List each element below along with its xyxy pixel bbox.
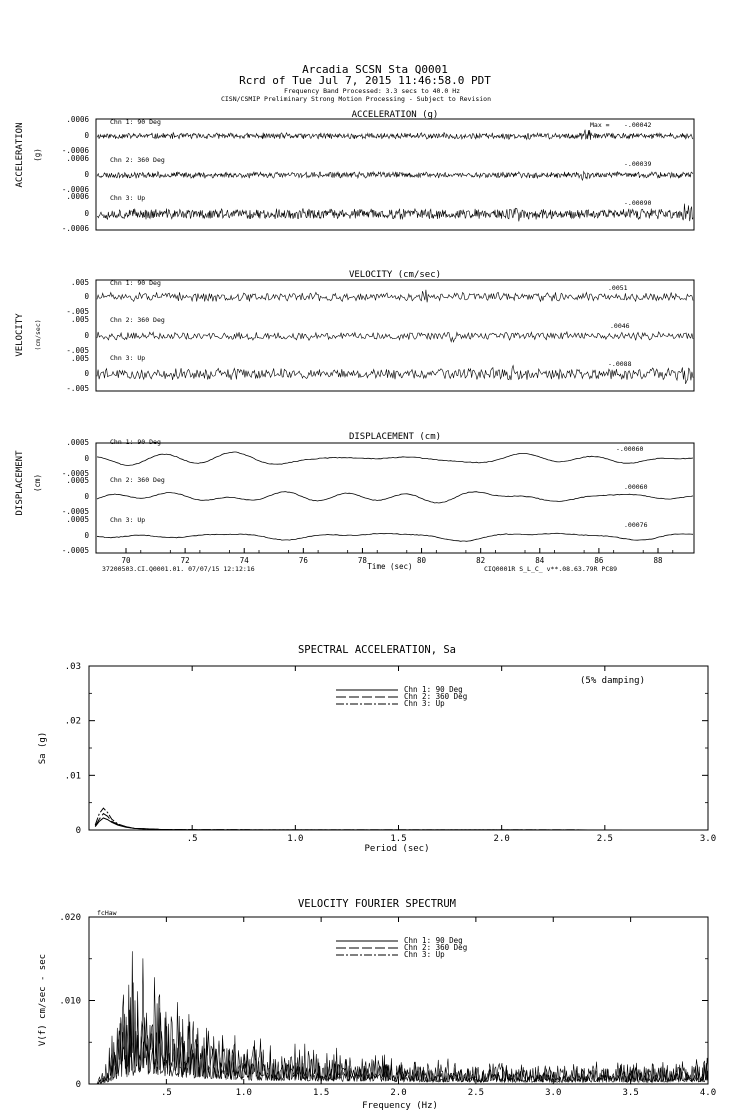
time-tick-label: 76: [298, 556, 308, 565]
dis-ch2-ytop: .0005: [66, 476, 89, 485]
vfs-x-tick-label: 4.0: [699, 1088, 717, 1098]
vel-ch3-trace: [97, 366, 693, 384]
acc-ch1-yzero: 0: [84, 131, 89, 140]
sa-ylabel: Sa (g): [38, 731, 48, 765]
dis-ch2-max: .00060: [624, 483, 648, 491]
dis-ch1-ytop: .0005: [66, 438, 89, 447]
vfs-legend-3: Chn 3: Up: [404, 950, 445, 959]
time-tick-label: 84: [535, 556, 545, 565]
footer-right: CIQ0001R S_L_C_ v**.08.63.79R PC89: [484, 565, 618, 573]
spectral-acceleration-chart: [38, 644, 716, 854]
dis-ch1-ybot: -.0005: [61, 469, 89, 478]
header-record: Rcrd of Tue Jul 7, 2015 11:46:58.0 PDT: [239, 74, 491, 87]
dis-ch2-label: Chn 2: 360 Deg: [110, 476, 165, 484]
vfs-ylabel: V(f) cm/sec - sec: [38, 953, 48, 1047]
acc-ch3-trace: [97, 204, 693, 222]
vfs-x-tick-label: .5: [160, 1088, 172, 1098]
vfs-title: VELOCITY FOURIER SPECTRUM: [297, 898, 457, 910]
time-tick-label: 88: [653, 556, 663, 565]
displacement-ylabel: DISPLACEMENT: [15, 450, 25, 516]
acc-ch1-max: -.00042: [624, 121, 652, 129]
sa-legend: [336, 685, 467, 708]
sa-x-tick-label: .5: [186, 834, 198, 844]
sa-axes: [65, 662, 716, 844]
vfs-corner-label: fcHaw: [97, 909, 117, 917]
acc-ch3-label: Chn 3: Up: [110, 194, 146, 202]
vfs-x-tick-label: 3.5: [622, 1088, 639, 1098]
time-tick-label: 74: [239, 556, 249, 565]
vfs-legend-2: Chn 2: 360 Deg: [404, 943, 468, 952]
sa-y-tick-label: 0: [75, 826, 81, 836]
acc-ch3-max: -.00090: [624, 199, 652, 207]
displacement-panel: [15, 432, 694, 573]
dis-ch3-ytop: .0005: [66, 515, 89, 524]
acc-ch1-trace: [97, 130, 693, 140]
acc-ch1-ytop: .0006: [66, 115, 89, 124]
vfs-x-tick-label: 1.5: [312, 1088, 330, 1098]
vel-ch2-label: Chn 2: 360 Deg: [110, 316, 165, 324]
velocity-title: VELOCITY (cm/sec): [348, 270, 442, 280]
vel-ch2-ybot: -.005: [66, 346, 89, 355]
displacement-title: DISPLACEMENT (cm): [348, 432, 442, 442]
displacement-ylabel-units: (cm): [33, 473, 42, 493]
acc-ch2-ybot: -.0006: [61, 185, 89, 194]
acceleration-title: ACCELERATION (g): [351, 110, 439, 120]
footer-left: 37200503.CI.Q0001.01. 07/07/15 12:12:16: [102, 565, 255, 573]
sa-series-2: [95, 814, 708, 830]
time-axis-label: Time (sec): [367, 562, 413, 571]
acc-ch2-ytop: .0006: [66, 154, 89, 163]
vfs-legend: [336, 936, 467, 959]
vel-ch1-label: Chn 1: 90 Deg: [110, 279, 161, 287]
vfs-series: [89, 951, 708, 1084]
vfs-legend-1: Chn 1: 90 Deg: [404, 936, 463, 945]
acceleration-ylabel-units: (g): [33, 148, 42, 162]
sa-y-tick-label: .02: [64, 716, 81, 727]
dis-ch3-ybot: -.0005: [61, 546, 89, 555]
header-station: Arcadia SCSN Sta Q0001: [302, 63, 448, 76]
time-tick-label: 72: [180, 556, 190, 565]
dis-ch3-label: Chn 3: Up: [110, 516, 146, 524]
dis-ch3-trace: [97, 533, 693, 541]
sa-y-tick-label: .01: [64, 771, 81, 782]
sa-plot-frame: [89, 666, 708, 830]
dis-ch3-max: .00076: [624, 521, 648, 529]
vfs-series-2: [89, 958, 708, 1084]
time-tick-label: 86: [594, 556, 604, 565]
time-tick-label: 70: [121, 556, 131, 565]
sa-x-tick-label: 2.0: [493, 834, 510, 844]
time-tick-label: 78: [357, 556, 367, 565]
velocity-channel-3: [66, 354, 693, 393]
sa-x-tick-label: 1.0: [287, 834, 304, 844]
acc-ch1-label: Chn 1: 90 Deg: [110, 118, 161, 126]
displacement-channel-3: [62, 515, 693, 555]
vel-ch1-ybot: -.005: [66, 307, 89, 316]
sa-x-tick-label: 1.5: [390, 834, 407, 844]
vel-ch3-ybot: -.005: [66, 384, 89, 393]
velocity-fourier-chart: [38, 898, 716, 1111]
sa-xlabel: Period (sec): [364, 844, 430, 854]
velocity-channel-1: [66, 278, 693, 316]
vfs-x-tick-label: 2.5: [467, 1088, 485, 1098]
dis-ch2-ybot: -.0005: [61, 507, 89, 516]
displacement-channel-2: [62, 476, 693, 516]
acc-ch2-label: Chn 2: 360 Deg: [110, 156, 165, 164]
time-tick-label: 80: [417, 556, 427, 565]
vfs-x-tick-label: 3.0: [545, 1088, 562, 1098]
vel-ch2-yzero: 0: [84, 331, 89, 340]
dis-ch1-label: Chn 1: 90 Deg: [110, 438, 161, 446]
sa-x-tick-label: 3.0: [699, 834, 717, 844]
vel-ch2-trace: [97, 332, 693, 342]
velocity-channel-2: [66, 315, 693, 355]
displacement-channel-1: [62, 438, 693, 478]
sa-series: [95, 808, 708, 830]
acc-ch1-max-prefix: Max =: [590, 121, 610, 129]
acc-ch2-yzero: 0: [84, 170, 89, 179]
vfs-y-tick-label: .010: [59, 996, 81, 1007]
vfs-y-tick-label: 0: [75, 1080, 81, 1090]
acceleration-ylabel: ACCELERATION: [15, 122, 25, 188]
sa-title: SPECTRAL ACCELERATION, Sa: [297, 644, 457, 656]
sa-legend-3: Chn 3: Up: [404, 699, 445, 708]
acc-ch2-max: -.00039: [624, 160, 652, 168]
time-tick-label: 82: [476, 556, 486, 565]
vfs-y-tick-label: .020: [59, 913, 81, 923]
vfs-x-tick-label: 1.0: [235, 1088, 252, 1098]
sa-series-3: [95, 808, 708, 830]
acc-ch3-ytop: .0006: [66, 192, 89, 201]
dis-ch2-trace: [97, 492, 693, 503]
velocity-ylabel: VELOCITY: [15, 313, 25, 357]
velocity-ylabel-units: (cm/sec): [34, 319, 42, 351]
vfs-xlabel: Frequency (Hz): [362, 1101, 438, 1111]
dis-ch3-yzero: 0: [84, 531, 89, 540]
sa-legend-2: Chn 2: 360 Deg: [404, 692, 468, 701]
dis-ch1-trace: [97, 452, 693, 465]
vfs-x-tick-label: 2.0: [390, 1088, 407, 1098]
vel-ch3-max: -.0088: [608, 360, 632, 368]
vel-ch1-yzero: 0: [84, 292, 89, 301]
velocity-panel: [15, 270, 694, 393]
acc-ch1-ybot: -.0006: [61, 146, 89, 155]
header-processing-note: CISN/CSMIP Preliminary Strong Motion Processing - Subject to Revision: [220, 95, 492, 103]
vel-ch1-ytop: .005: [70, 278, 89, 287]
dis-ch1-max: -.00060: [616, 445, 644, 453]
sa-y-tick-label: .03: [64, 662, 81, 672]
sa-annotation: (5% damping): [580, 676, 646, 686]
acc-ch3-yzero: 0: [84, 209, 89, 218]
acc-ch3-ybot: -.0006: [61, 224, 89, 233]
header-frequency-band: Frequency Band Processed: 3.3 secs to 40.0 Hz: [283, 87, 461, 95]
vel-ch1-max: .0051: [608, 284, 628, 292]
sa-series-1: [95, 818, 708, 830]
vel-ch3-ytop: .005: [70, 354, 89, 363]
acc-ch2-trace: [97, 172, 693, 181]
acceleration-panel: [15, 110, 694, 233]
vel-ch3-label: Chn 3: Up: [110, 354, 146, 362]
dis-ch1-yzero: 0: [84, 454, 89, 463]
acceleration-channel-2: [62, 154, 693, 194]
dis-ch2-yzero: 0: [84, 492, 89, 501]
acceleration-channel-3: [62, 192, 693, 233]
acceleration-channel-1: [62, 115, 693, 155]
vel-ch3-yzero: 0: [84, 369, 89, 378]
sa-legend-1: Chn 1: 90 Deg: [404, 685, 463, 694]
vel-ch2-ytop: .005: [70, 315, 89, 324]
vel-ch2-max: .0046: [610, 322, 630, 330]
vel-ch1-trace: [97, 290, 693, 303]
sa-x-tick-label: 2.5: [596, 834, 613, 844]
